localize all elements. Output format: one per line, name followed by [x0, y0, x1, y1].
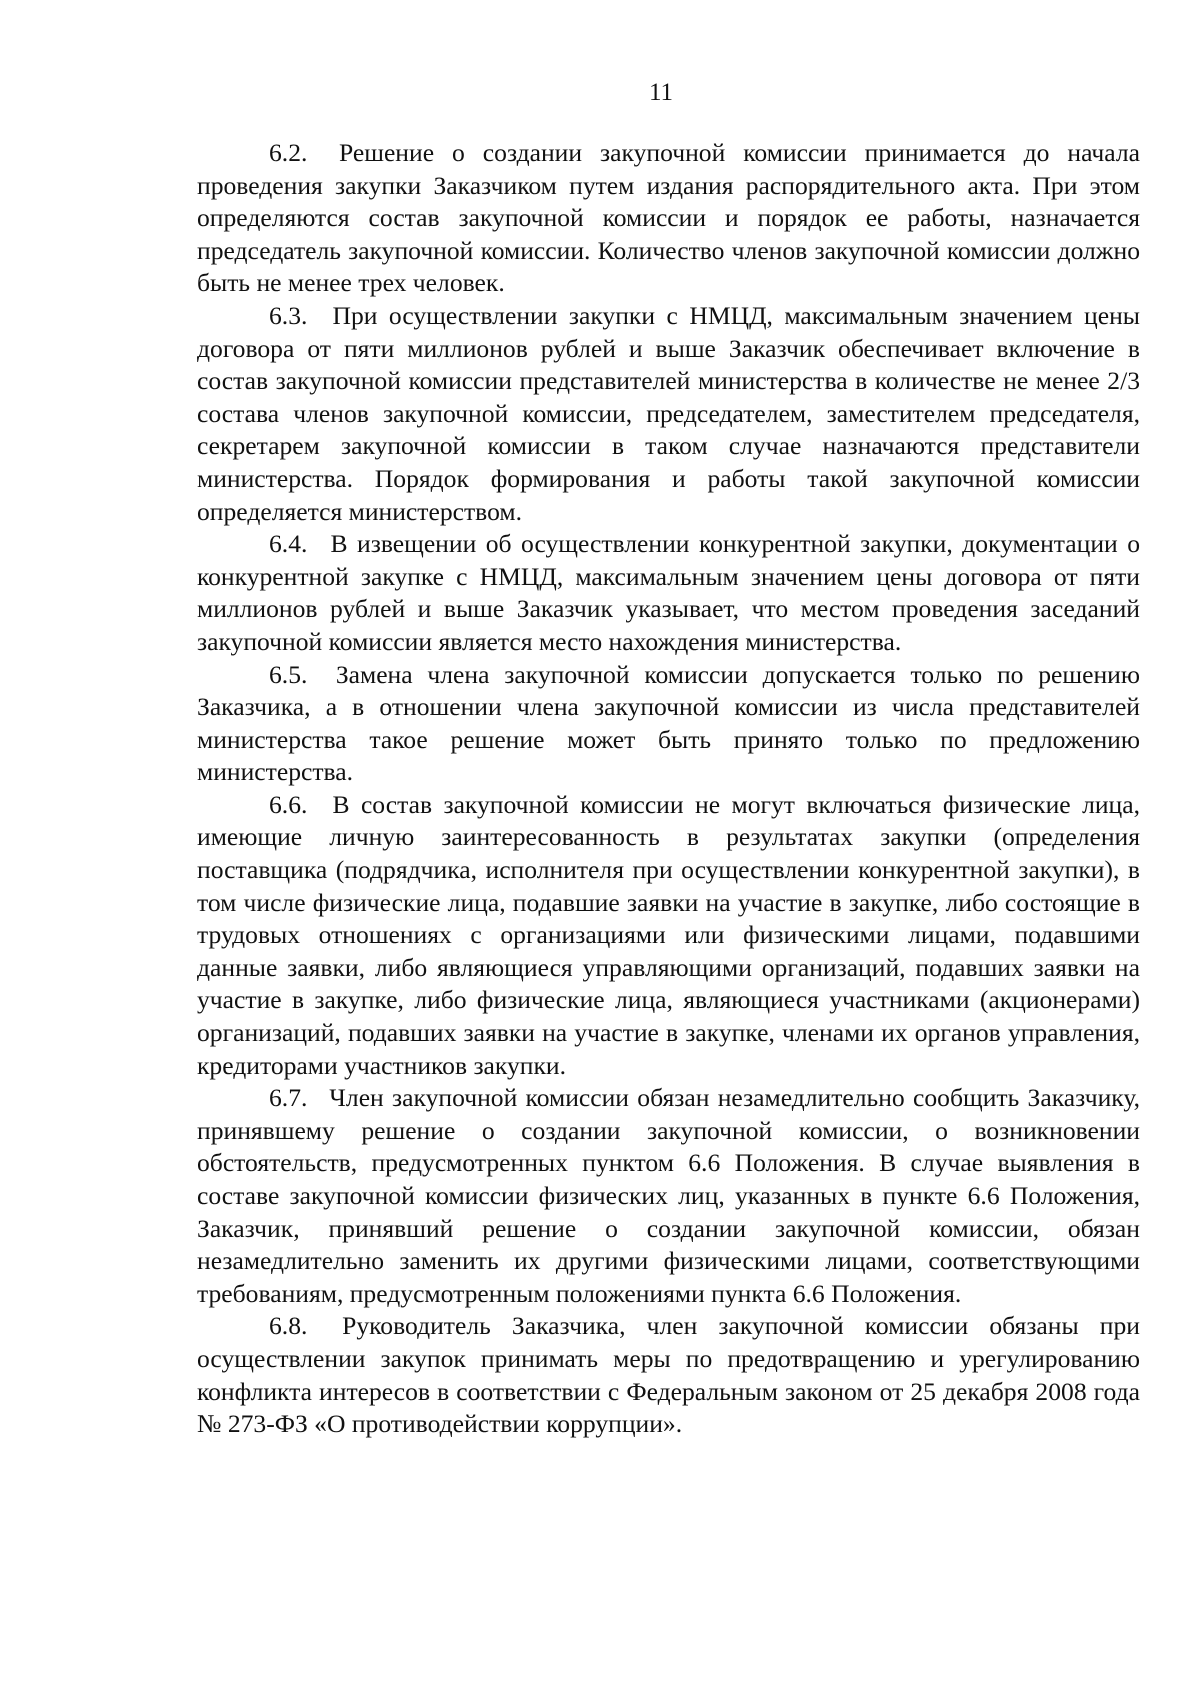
paragraph-number: 6.2. — [269, 138, 308, 167]
paragraph-text: Член закупочной комиссии обязан незамедлительно сообщить Заказчику, принявшему решение о создании закупочной комиссии, о возникновении обстоятельств, предусмотренных пунктом 6.6 Положения. В случае выявления в составе закупочной комиссии физических лиц, указанных в пункте 6.6 Положения, Заказчик, принявший решение о создании закупочной комиссии, обязан незамедлительно заменить их другими физическими лицами, соответствующими требованиям, предусмотренным положениями пункта 6.6 Положения. — [197, 1083, 1140, 1308]
paragraph-text: В извещении об осуществлении конкурентной закупки, документации о конкурентной закупке с НМЦД, максимальным значением цены договора от пяти миллионов рублей и выше Заказчик указывает, что местом проведения заседаний закупочной комиссии является место нахождения министерства. — [197, 529, 1140, 656]
paragraph-text: Замена члена закупочной комиссии допускается только по решению Заказчика, а в отношении члена закупочной комиссии из числа представителей министерства такое решение может быть принято только по предложению министерства. — [197, 659, 1140, 787]
paragraph-6-6 — [197, 789, 1140, 1082]
paragraph-text: В состав закупочной комиссии не могут включаться физические лица, имеющие личную заинтересованность в результатах закупки (определения поставщика (подрядчика, исполнителя при осуществлении конкурентной закупки), в том числе физические лица, подавшие заявки на участие в закупке, либо состоящие в трудовых отношениях с организациями или физическими лицами, подавшими данные заявки, либо являющиеся управляющими организаций, подавших заявки на участие в закупке, либо физические лица, являющиеся участниками (акционерами) организаций, подавших заявки на участие в закупке, членами их органов управления, кредиторами участников закупки. — [197, 789, 1140, 1080]
paragraph-text: Решение о создании закупочной комиссии принимается до начала проведения закупки Заказчиком путем издания распорядительного акта. При этом определяются состав закупочной комиссии и порядок ее работы, назначается председатель закупочной комиссии. Количество членов закупочной комиссии должно быть не менее трех человек. — [197, 138, 1141, 298]
paragraph-text: Руководитель Заказчика, член закупочной комиссии обязаны при осуществлении закупок принимать меры по предотвращению и урегулированию конфликта интересов в соответствии с Федеральным законом от 25 декабря 2008 года № 273-ФЗ «О противодействии коррупции». — [197, 1311, 1140, 1439]
paragraph-number: 6.8. — [269, 1311, 308, 1341]
paragraph-6-2 — [197, 137, 1140, 300]
paragraph-6-7 — [197, 1082, 1140, 1310]
paragraph-number: 6.3. — [269, 300, 308, 330]
paragraph-number: 6.6. — [269, 789, 308, 819]
page-number: 11 — [648, 79, 674, 106]
paragraph-number: 6.7. — [269, 1083, 308, 1113]
paragraph-text: При осуществлении закупки с НМЦД, максимальным значением цены договора от пяти миллионов рублей и выше Заказчик обеспечивает включение в состав закупочной комиссии представителей министерства в количестве не менее 2/3 состава членов закупочной комиссии, председателем, заместителем председателя, секретарем закупочной комиссии в таком случае назначаются представители министерства. Порядок формирования и работы такой закупочной комиссии определяется министерством. — [197, 300, 1140, 526]
paragraph-6-3 — [197, 300, 1140, 528]
paragraph-6-5 — [197, 659, 1140, 789]
paragraph-number: 6.5. — [269, 659, 308, 689]
paragraph-6-4 — [197, 528, 1140, 658]
document-body — [197, 137, 1140, 1441]
paragraph-6-8 — [197, 1310, 1140, 1440]
paragraph-number: 6.4. — [269, 529, 308, 559]
